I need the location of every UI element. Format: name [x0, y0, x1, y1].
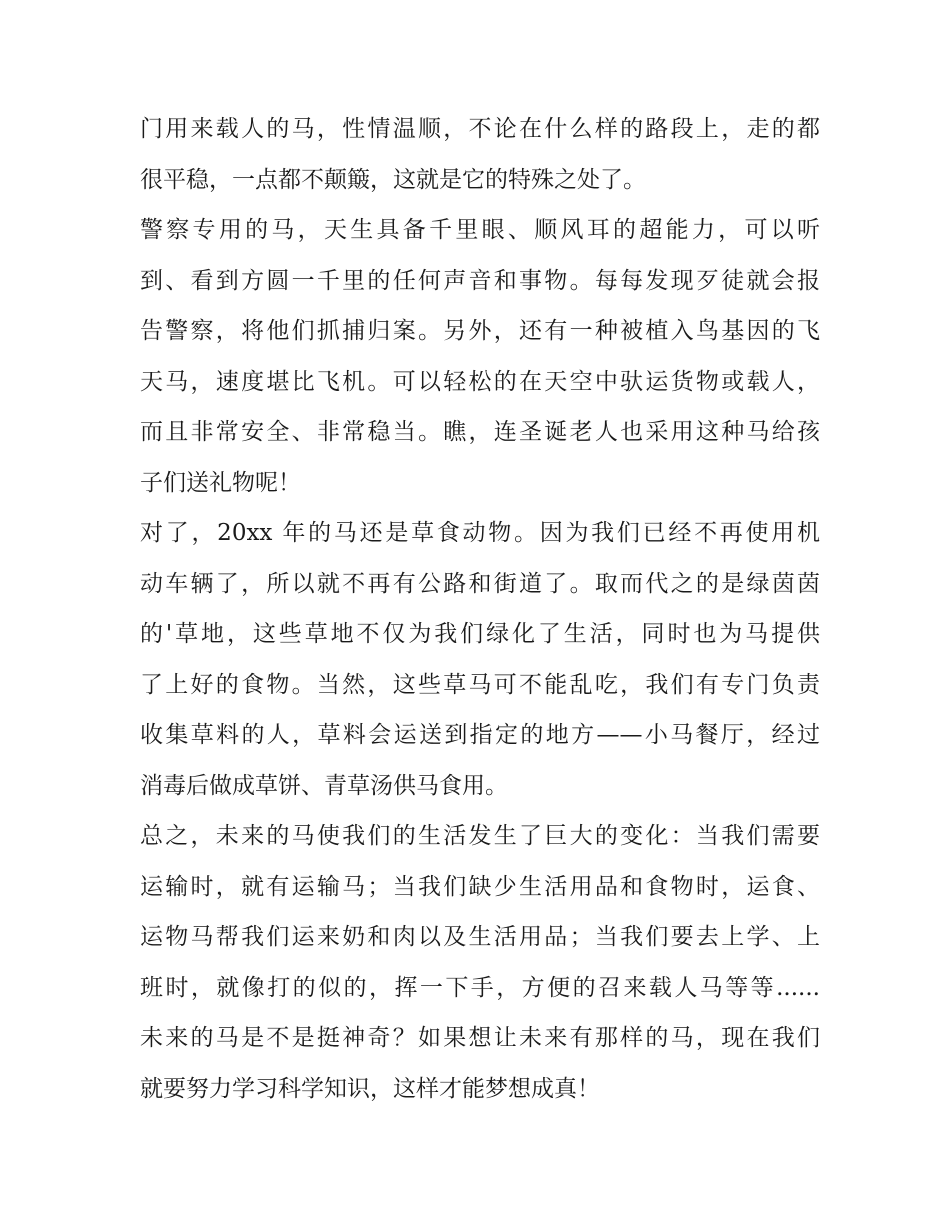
text-line: 门用来载人的马，性情温顺，不论在什么样的路段上，走的都: [140, 116, 820, 142]
text-line: 总之，未来的马使我们的生活发生了巨大的变化：当我们需要: [140, 823, 820, 849]
text-line: 天马，速度堪比飞机。可以轻松的在天空中驮运货物或载人，: [140, 368, 820, 395]
text-line: 很平稳，一点都不颠簸，这就是它的特殊之处了。: [140, 166, 646, 193]
text-line: 到、看到方圆一千里的任何声音和事物。每每发现歹徒就会报: [140, 267, 820, 294]
text-line: 对了，20xx 年的马还是草食动物。因为我们已经不再使用机: [140, 520, 820, 546]
text-line: 的'草地，这些草地不仅为我们绿化了生活，同时也为马提供: [140, 621, 820, 647]
text-line: 未来的马是不是挺神奇？如果想让未来有那样的马，现在我们: [140, 1025, 820, 1051]
text-line: 告警察，将他们抓捕归案。另外，还有一种被植入鸟基因的飞: [140, 318, 820, 344]
text-line: 警察专用的马，天生具备千里眼、顺风耳的超能力，可以听: [140, 217, 820, 243]
text-line: 运物马帮我们运来奶和肉以及生活用品；当我们要去上学、上: [140, 924, 820, 950]
text-line: 运输时，就有运输马；当我们缺少生活用品和食物时，运食、: [140, 873, 820, 900]
text-line: 子们送礼物呢！: [140, 469, 301, 496]
text-line: 就要努力学习科学知识，这样才能梦想成真！: [140, 1075, 600, 1102]
text-line: 收集草料的人，草料会运送到指定的地方——小马餐厅，经过: [140, 722, 820, 748]
text-line: 而且非常安全、非常稳当。瞧，连圣诞老人也采用这种马给孩: [140, 419, 820, 445]
text-line: 了上好的食物。当然，这些草马可不能乱吃，我们有专门负责: [140, 671, 820, 698]
body-text: [140, 104, 820, 1114]
text-line: 动车辆了，所以就不再有公路和街道了。取而代之的是绿茵茵: [140, 570, 820, 597]
text-line: 班时，就像打的似的，挥一下手，方便的召来载人马等等......: [140, 974, 820, 1001]
text-line: 消毒后做成草饼、青草汤供马食用。: [140, 772, 508, 799]
